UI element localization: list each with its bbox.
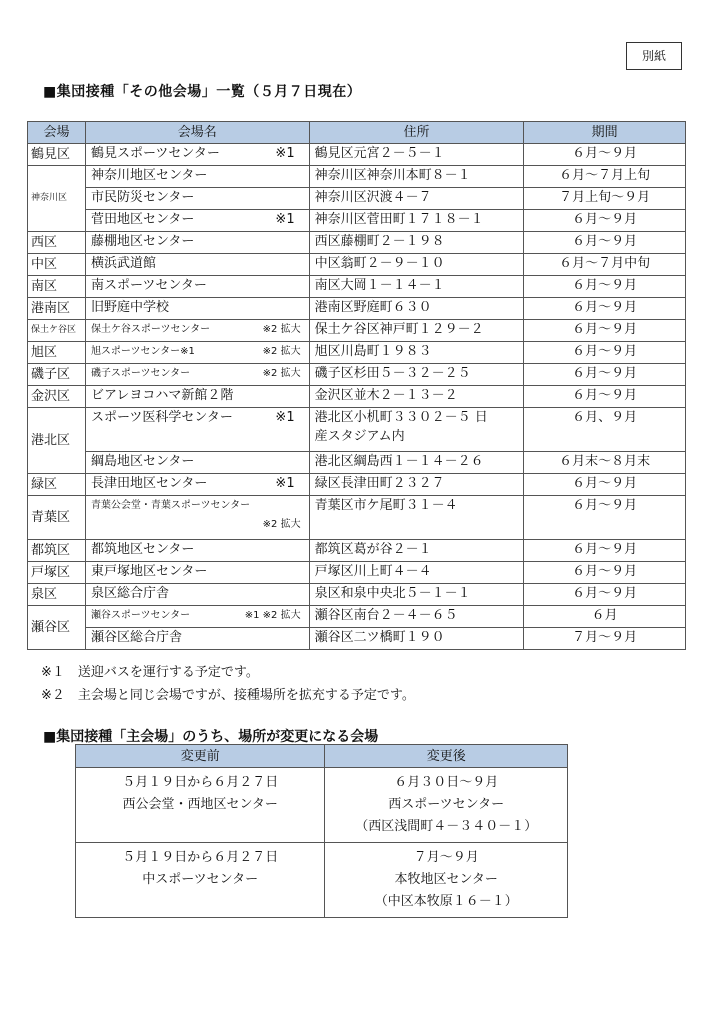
header-period: 期間 (524, 122, 686, 144)
section-title: ■集団接種「主会場」のうち、場所が変更になる会場 (43, 729, 379, 745)
address-cell: 港北区綱島西１－１４－２６ (309, 452, 524, 474)
after-cell: ６月３０日～９月 西スポーツセンター （西区浅間町４－３４０－１） (325, 768, 568, 843)
ward-cell: 瀬谷区 (28, 606, 86, 650)
address-cell: 緑区長津田町２３２７ (309, 474, 524, 496)
footnote-2: ※２ 主会場と同じ会場ですが、接種場所を拡充する予定です。 (41, 688, 415, 703)
venue-cell: 綱島地区センター (85, 452, 309, 474)
venue-cell: 泉区総合庁舎 (85, 584, 309, 606)
table-row (28, 320, 686, 342)
period-cell: ６月～９月 (524, 562, 686, 584)
table-row (28, 584, 686, 606)
address-cell: 旭区川島町１９８３ (309, 342, 524, 364)
ward-cell: 西区 (28, 232, 86, 254)
address-cell: 鶴見区元宮２－５－１ (309, 144, 524, 166)
address-cell: 神奈川区沢渡４－７ (309, 188, 524, 210)
table-row (28, 276, 686, 298)
table-row (28, 606, 686, 628)
table-row (28, 386, 686, 408)
venue-cell: 南スポーツセンター (85, 276, 309, 298)
venue-cell: 横浜武道館 (85, 254, 309, 276)
period-cell: ７月～９月 (524, 628, 686, 650)
venue-cell: 瀬谷スポーツセンター ※1 ※2 拡大 (85, 606, 309, 628)
ward-cell: 港南区 (28, 298, 86, 320)
address-cell: 港北区小机町３３０２－５ 日 産スタジアム内 (309, 408, 524, 452)
table-row (28, 540, 686, 562)
address-cell: 保土ケ谷区神戸町１２９－２ (309, 320, 524, 342)
table-row (28, 562, 686, 584)
venue-cell: 菅田地区センター ※1 (85, 210, 309, 232)
table-row (28, 254, 686, 276)
table-row (28, 232, 686, 254)
address-cell: 瀬谷区二ツ橋町１９０ (309, 628, 524, 650)
period-cell: ６月～９月 (524, 584, 686, 606)
ward-cell: 保土ケ谷区 (28, 320, 86, 342)
table-row (28, 628, 686, 650)
ward-cell: 鶴見区 (28, 144, 86, 166)
header-address: 住所 (309, 122, 524, 144)
period-cell: ６月～９月 (524, 210, 686, 232)
period-cell: ７月上旬～９月 (524, 188, 686, 210)
address-cell: 西区藤棚町２－１９８ (309, 232, 524, 254)
ward-cell: 神奈川区 (28, 166, 86, 232)
address-cell: 南区大岡１－１４－１ (309, 276, 524, 298)
period-cell: ６月～９月 (524, 144, 686, 166)
table-row (28, 210, 686, 232)
address-cell: 神奈川区神奈川本町８－１ (309, 166, 524, 188)
period-cell: ６月～９月 (524, 540, 686, 562)
venue-cell: 東戸塚地区センター (85, 562, 309, 584)
venue-cell: 鶴見スポーツセンター ※1 (85, 144, 309, 166)
before-cell: ５月１９日から６月２７日 中スポーツセンター (76, 843, 325, 918)
venue-cell: 藤棚地区センター (85, 232, 309, 254)
ward-cell: 旭区 (28, 342, 86, 364)
table-row (28, 364, 686, 386)
period-cell: ６月～９月 (524, 496, 686, 540)
address-cell: 中区翁町２－９－１０ (309, 254, 524, 276)
table-row (28, 474, 686, 496)
page-title: ■集団接種「その他会場」一覧（５月７日現在） (43, 84, 362, 100)
period-cell: ６月～９月 (524, 386, 686, 408)
venue-cell: 神奈川地区センター (85, 166, 309, 188)
table-row (28, 496, 686, 540)
ward-cell: 青葉区 (28, 496, 86, 540)
header-before: 変更前 (76, 745, 325, 768)
address-cell: 泉区和泉中央北５－１－１ (309, 584, 524, 606)
address-cell: 瀬谷区南台２－４－６５ (309, 606, 524, 628)
change-table (75, 744, 568, 918)
address-cell: 都筑区葛が谷２－１ (309, 540, 524, 562)
ward-cell: 都筑区 (28, 540, 86, 562)
period-cell: ６月末～８月末 (524, 452, 686, 474)
table-row (28, 144, 686, 166)
period-cell: ６月～９月 (524, 320, 686, 342)
period-cell: ６月～７月中旬 (524, 254, 686, 276)
table-row (28, 188, 686, 210)
table-row (28, 166, 686, 188)
ward-cell: 中区 (28, 254, 86, 276)
header-venue: 会場名 (85, 122, 309, 144)
venue-cell: 磯子スポーツセンター ※2 拡大 (85, 364, 309, 386)
venue-cell: ビアレヨコハマ新館２階 (85, 386, 309, 408)
ward-cell: 泉区 (28, 584, 86, 606)
venue-cell: 旭スポーツセンター※1 ※2 拡大 (85, 342, 309, 364)
table-row (28, 298, 686, 320)
table-row (28, 452, 686, 474)
venue-cell: 都筑地区センター (85, 540, 309, 562)
period-cell: ６月 (524, 606, 686, 628)
venue-cell: スポーツ医科学センター ※1 (85, 408, 309, 452)
period-cell: ６月、９月 (524, 408, 686, 452)
before-cell: ５月１９日から６月２７日 西公会堂・西地区センター (76, 768, 325, 843)
ward-cell: 港北区 (28, 408, 86, 474)
period-cell: ６月～９月 (524, 364, 686, 386)
venue-cell: 保土ケ谷スポーツセンター ※2 拡大 (85, 320, 309, 342)
period-cell: ６月～９月 (524, 232, 686, 254)
address-cell: 青葉区市ケ尾町３１－４ (309, 496, 524, 540)
after-cell: ７月～９月 本牧地区センター （中区本牧原１６－１） (325, 843, 568, 918)
ward-cell: 南区 (28, 276, 86, 298)
ward-cell: 戸塚区 (28, 562, 86, 584)
table-row (28, 408, 686, 452)
venue-cell: 長津田地区センター ※1 (85, 474, 309, 496)
venue-cell: 市民防災センター (85, 188, 309, 210)
attachment-label: 別紙 (626, 42, 682, 70)
address-cell: 神奈川区菅田町１７１８－１ (309, 210, 524, 232)
venue-cell: 瀬谷区総合庁舎 (85, 628, 309, 650)
period-cell: ６月～９月 (524, 276, 686, 298)
period-cell: ６月～９月 (524, 298, 686, 320)
address-cell: 金沢区並木２－１３－２ (309, 386, 524, 408)
change-row (76, 843, 568, 918)
ward-cell: 緑区 (28, 474, 86, 496)
ward-cell: 磯子区 (28, 364, 86, 386)
change-header-row (76, 745, 568, 768)
header-ward: 会場 (28, 122, 86, 144)
period-cell: ６月～９月 (524, 474, 686, 496)
table-row (28, 342, 686, 364)
period-cell: ６月～９月 (524, 342, 686, 364)
footnote-1: ※１ 送迎バスを運行する予定です。 (41, 665, 259, 680)
address-cell: 港南区野庭町６３０ (309, 298, 524, 320)
period-cell: ６月～７月上旬 (524, 166, 686, 188)
change-row (76, 768, 568, 843)
address-cell: 磯子区杉田５－３２－２５ (309, 364, 524, 386)
venue-cell: 青葉公会堂・青葉スポーツセンター ※2 拡大 (85, 496, 309, 540)
venue-table (27, 121, 686, 650)
venue-cell: 旧野庭中学校 (85, 298, 309, 320)
header-after: 変更後 (325, 745, 568, 768)
ward-cell: 金沢区 (28, 386, 86, 408)
address-cell: 戸塚区川上町４－４ (309, 562, 524, 584)
table-header-row (28, 122, 686, 144)
